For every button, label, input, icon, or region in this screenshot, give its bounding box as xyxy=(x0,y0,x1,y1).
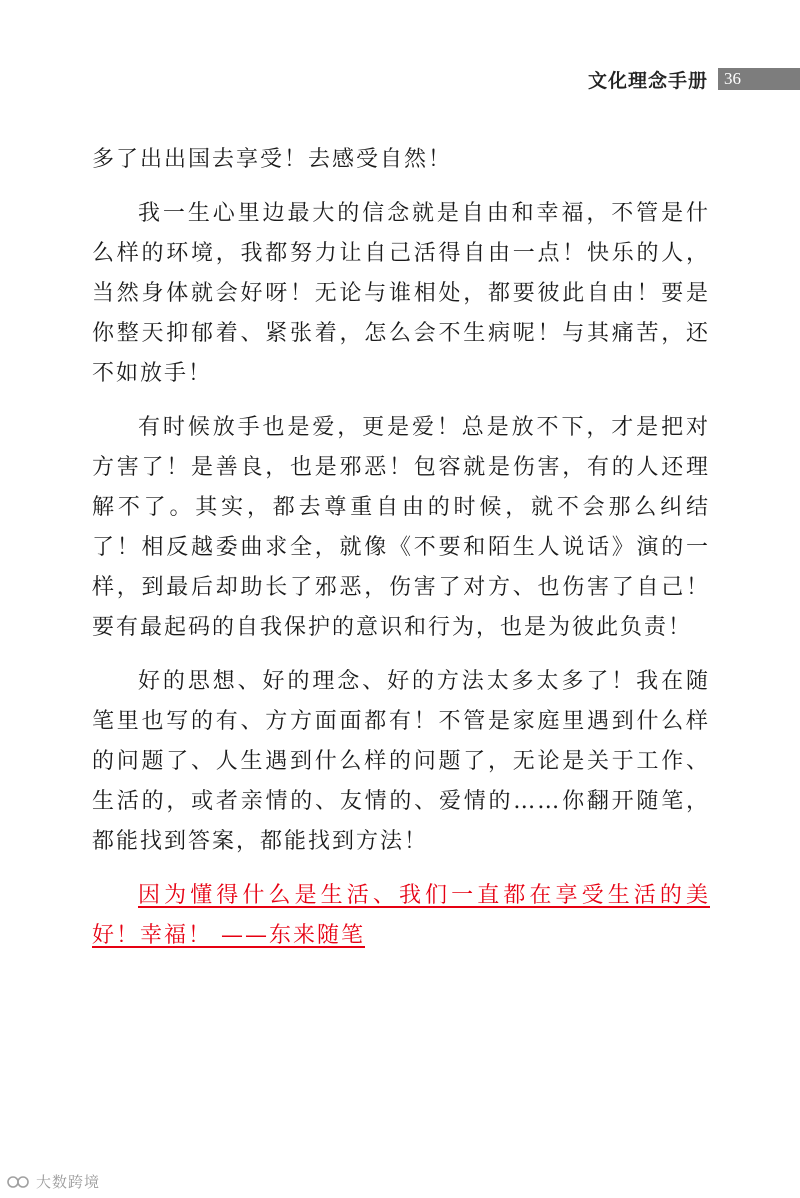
page-header xyxy=(588,66,800,92)
paragraph-continuation: 多了出出国去享受！去感受自然！ xyxy=(92,147,453,172)
brand-logo-icon xyxy=(6,1174,32,1190)
paragraph-freedom-belief: 我一生心里边最大的信念就是自由和幸福，不管是什么样的环境，我都努力让自己活得自由一点！快乐的人，当然身体就会好呀！无论与谁相处，都要彼此自由！要是你整天抑郁着、紧张着，怎么会不生病呢！与其痛苦，还不如放手！ xyxy=(92,201,710,386)
closing-quote: 因为懂得什么是生活、我们一直都在享受生活的美好！幸福！ ——东来随笔 xyxy=(92,883,710,948)
watermark-text: 大数跨境 xyxy=(36,1173,101,1191)
page-number: 36 xyxy=(718,68,800,90)
paragraph-letting-go: 有时候放手也是爱，更是爱！总是放不下，才是把对方害了！是善良，也是邪恶！包容就是伤害，有的人还理解不了。其实，都去尊重自由的时候，就不会那么纠结了！相反越委曲求全，就像《不要和陌生人说话》演的一样，到最后却助长了邪恶，伤害了对方、也伤害了自己！要有最起码的自我保护的意识和行为，也是为彼此负责！ xyxy=(92,415,710,640)
book-title: 文化理念手册 xyxy=(587,69,708,92)
paragraph-good-ideas: 好的思想、好的理念、好的方法太多太多了！我在随笔里也写的有、方方面面都有！不管是家庭里遇到什么样的问题了、人生遇到什么样的问题了，无论是关于工作、生活的，或者亲情的、友情的、爱情的……你翻开随笔，都能找到答案，都能找到方法！ xyxy=(92,669,710,854)
page-body xyxy=(92,140,710,970)
watermark xyxy=(6,1171,100,1192)
